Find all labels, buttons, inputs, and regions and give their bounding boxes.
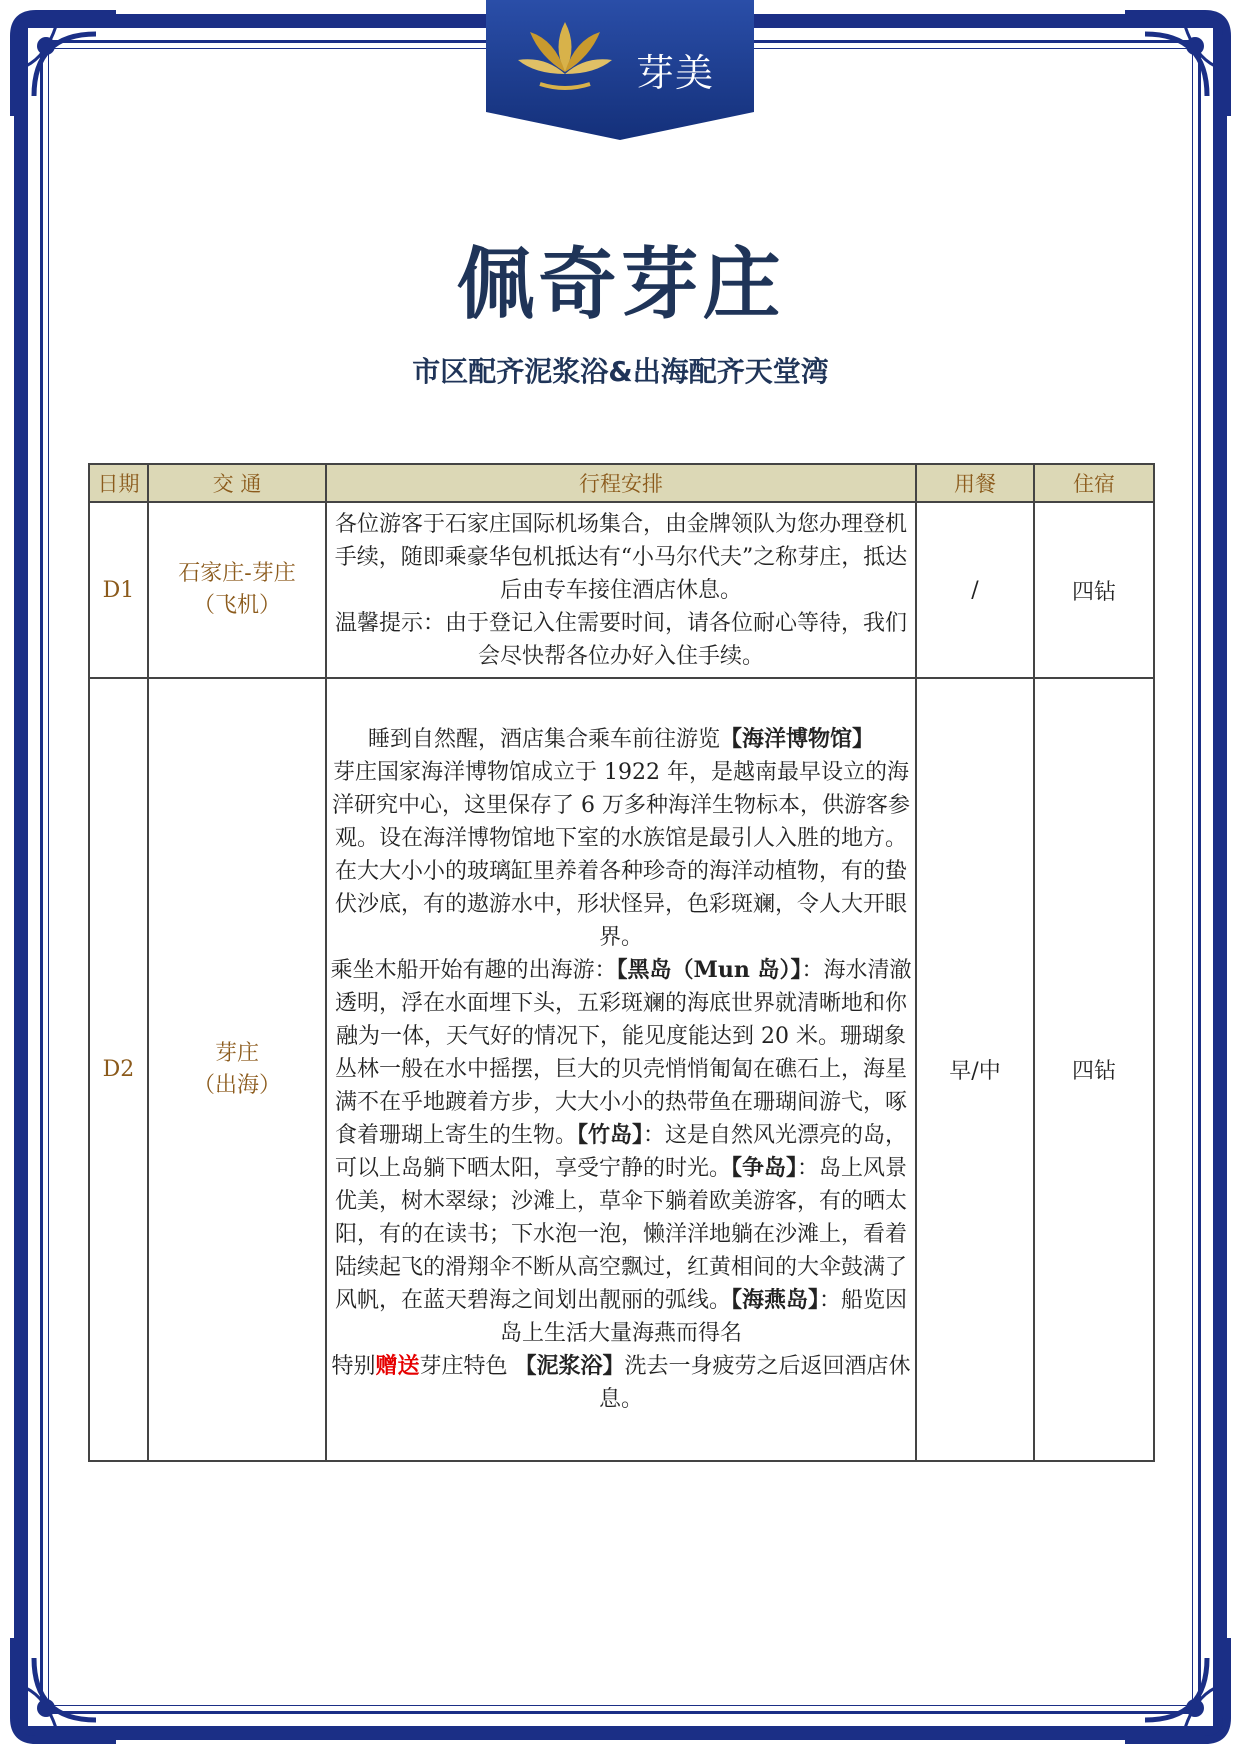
schedule-text: 乘坐木船开始有趣的出海游： (330, 958, 617, 983)
schedule-cell (326, 502, 916, 678)
transport-cell (148, 678, 326, 1461)
schedule-text: 洗去一身疲劳之后返回酒店休息。 (598, 1354, 911, 1412)
day-cell: D1 (89, 502, 148, 678)
gift-highlight: 赠送 (375, 1353, 420, 1379)
hotel-cell: 四钻 (1034, 678, 1154, 1461)
header-date: 日期 (89, 464, 148, 502)
header-schedule: 行程安排 (326, 464, 916, 502)
table-header-row (89, 464, 1154, 502)
itinerary-table (88, 463, 1155, 1462)
corner-ornament-icon (1115, 6, 1235, 126)
attraction-name: 【黑岛（Mun 岛）】 (616, 957, 802, 983)
attraction-name: 【海燕岛】 (730, 1287, 819, 1313)
attraction-name: 【竹岛】 (576, 1122, 643, 1148)
attraction-name: 【泥浆浴】 (514, 1353, 625, 1379)
schedule-text: 芽庄特色 (419, 1354, 515, 1379)
schedule-cell (326, 678, 916, 1461)
schedule-paragraph (329, 954, 913, 1350)
transport-route: 芽庄 (214, 1040, 259, 1066)
hotel-cell: 四钻 (1034, 502, 1154, 678)
schedule-text: 特别 (331, 1354, 376, 1379)
schedule-text: ：岛上风景优美，树木翠绿；沙滩上，草伞下躺着欧美游客，有的晒太阳，有的在读书；下水泡一泡，懒洋洋地躺在沙滩上，看着陆续起飞的滑翔伞不断从高空飘过，红黄相间的大伞鼓满了风帆，在蓝天碧海之间划出靓丽的弧线。 (334, 1156, 908, 1313)
header-transport: 交 通 (148, 464, 326, 502)
table-row (89, 502, 1154, 678)
corner-ornament-icon (6, 6, 126, 126)
attraction-name: 【争岛】 (730, 1155, 797, 1181)
transport-cell (148, 502, 326, 678)
attraction-name: 【海洋博物馆】 (720, 726, 875, 752)
page-title: 佩奇芽庄 (456, 240, 785, 330)
schedule-paragraph: 各位游客于石家庄国际机场集合，由金牌领队为您办理登机手续，随即乘豪华包机抵达有“小马尔代夫”之称芽庄，抵达后由专车接住酒店休息。 (334, 511, 908, 603)
brand-name: 芽美 (636, 51, 715, 95)
transport-route: 石家庄-芽庄 (178, 561, 296, 586)
transport-mode: （出海） (192, 1072, 281, 1098)
schedule-text: ：这是自然风光漂亮的岛，可以上岛躺下晒太阳，享受宁静的时光。 (334, 1123, 908, 1181)
corner-ornament-icon (6, 1628, 126, 1748)
schedule-paragraph: 芽庄国家海洋博物馆成立于 1922 年，是越南最早设立的海洋研究中心，这里保存了 6 万多种海洋生物标本，供游客参观。设在海洋博物馆地下室的水族馆是最引人入胜的地方。在大大小小的玻璃缸里养着各种珍奇的海洋动植物，有的蛰伏沙底，有的遨游水中，形状怪异，色彩斑斓，令人大开眼界。 (332, 760, 910, 950)
schedule-paragraph (329, 723, 913, 756)
meals-cell: / (916, 502, 1034, 678)
schedule-paragraph (329, 1350, 913, 1416)
table-row (89, 678, 1154, 1461)
corner-ornament-icon (1115, 1628, 1235, 1748)
schedule-text: ：船览因岛上生活大量海燕而得名 (499, 1288, 908, 1346)
meals-cell: 早/中 (916, 678, 1034, 1461)
schedule-tip: 温馨提示：由于登记入住需要时间，请各位耐心等待，我们会尽快帮各位办好入住手续。 (334, 610, 907, 669)
page-subtitle: 市区配齐泥浆浴&出海配齐天堂湾 (412, 355, 829, 388)
lotus-logo-icon (510, 12, 620, 102)
transport-mode: （飞机） (192, 593, 281, 618)
schedule-text: ：海水清澈透明，浮在水面埋下头，五彩斑斓的海底世界就清晰地和你融为一体，天气好的情况下，能见度能达到 20 米。珊瑚象丛林一般在水中摇摆，巨大的贝壳悄悄匍匐在礁石上，海星满不在乎地踱着方步，大大小小的热带鱼在珊瑚间游弋，啄食着珊瑚上寄生的生物。 (334, 958, 912, 1148)
header-meals: 用餐 (916, 464, 1034, 502)
header-hotel: 住宿 (1034, 464, 1154, 502)
schedule-text: 睡到自然醒，酒店集合乘车前往游览 (367, 727, 720, 752)
day-cell: D2 (89, 678, 148, 1461)
